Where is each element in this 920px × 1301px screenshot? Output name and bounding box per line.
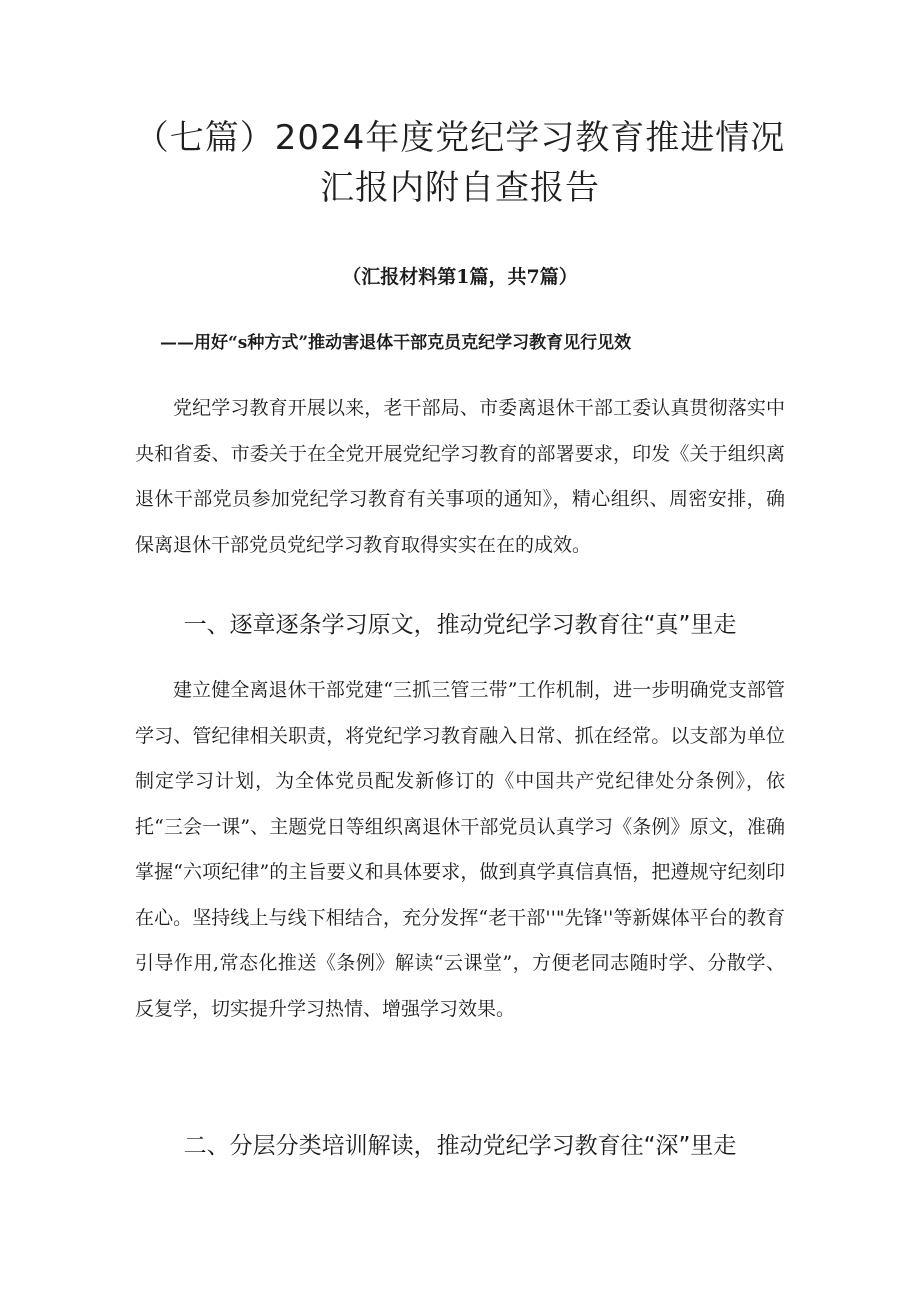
- intro-paragraph: 党纪学习教育开展以来，老干部局、市委离退休干部工委认真贯彻落实中央和省委、市委关于在全党开展党纪学习教育的部署要求，印发《关于组织离退休干部党员参加党纪学习教育有关事项的通知》，精心组织、周密安排，确保离退休干部党员党纪学习教育取得实实在在的成效。: [135, 397, 785, 556]
- section-2-heading: 二、分层分类培训解读，推动党纪学习教育往“深”里走: [183, 1133, 737, 1159]
- document-tagline: ——用好“s种方式”推动害退体干部克员克纪学习教育见行见效: [160, 333, 632, 353]
- document-title-line-1: （七篇）2024年度党纪学习教育推进情况: [134, 118, 786, 158]
- document-subtitle: （汇报材料第1篇，共7篇）: [342, 266, 578, 288]
- document-title-line-2: 汇报内附自查报告: [320, 168, 600, 208]
- section-1-paragraph: 建立健全离退休干部党建“三抓三管三带”工作机制，进一步明确党支部管学习、管纪律相关职责，将党纪学习教育融入日常、抓在经常。以支部为单位制定学习计划，为全体党员配发新修订的《中国共产党纪律处分条例》，依托“三会一课”、主题党日等组织离退休干部党员认真学习《条例》原文，准确掌握“六项纪律”的主旨要义和具体要求，做到真学真信真悟，把遵规守纪刻印在心。坚持线上与线下相结合，充分发挥“老干部''"先锋''等新媒体平台的教育引导作用,常态化推送《条例》解读“云课堂”，方便老同志随时学、分散学、反复学，切实提升学习热情、增强学习效果。: [135, 679, 785, 1020]
- section-1-heading: 一、逐章逐条学习原文，推动党纪学习教育往“真”里走: [183, 612, 737, 638]
